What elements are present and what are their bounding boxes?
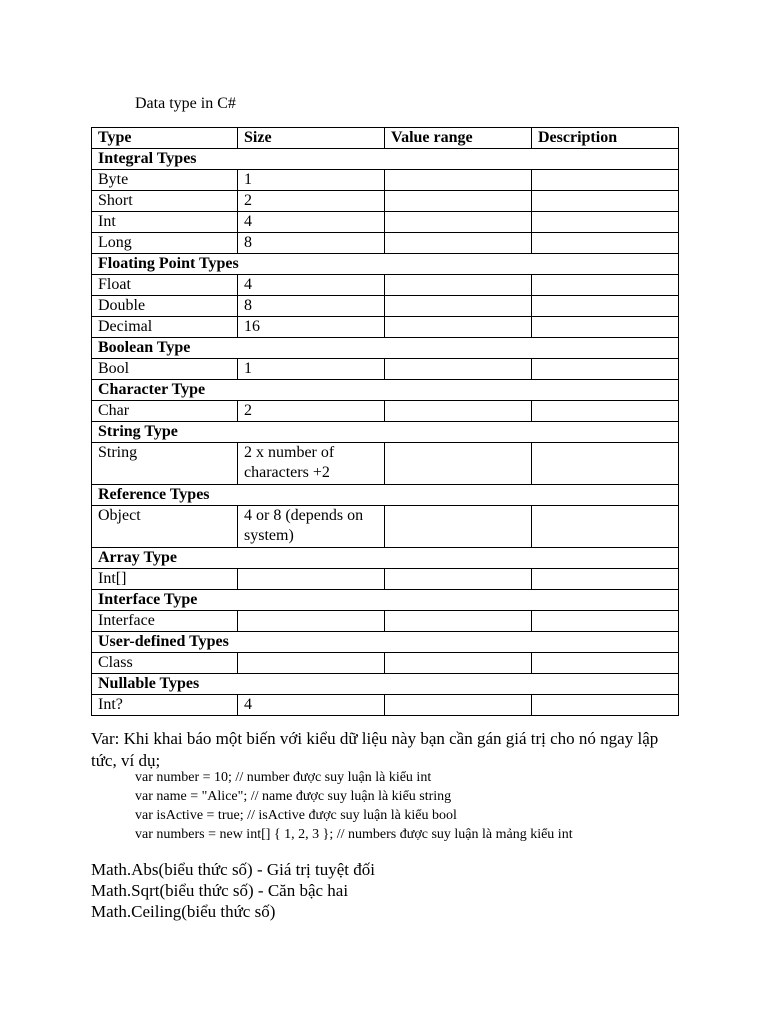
table-cell xyxy=(385,296,532,317)
table-cell xyxy=(238,569,385,590)
section-row xyxy=(92,254,679,275)
header-size: Size xyxy=(238,128,385,149)
section-row xyxy=(92,632,679,653)
table-cell: String xyxy=(92,443,238,485)
document-title: Data type in C# xyxy=(135,95,236,112)
table-cell xyxy=(385,317,532,338)
table-cell: Long xyxy=(92,233,238,254)
table-cell: Float xyxy=(92,275,238,296)
table-cell xyxy=(532,170,679,191)
table-cell: 4 xyxy=(238,212,385,233)
section-heading: Floating Point Types xyxy=(92,254,679,275)
table-cell: 4 xyxy=(238,695,385,716)
table-cell xyxy=(385,275,532,296)
table-cell xyxy=(385,212,532,233)
table-row xyxy=(92,401,679,422)
table-cell: 8 xyxy=(238,296,385,317)
code-line: var name = "Alice"; // name được suy luận là kiểu string xyxy=(135,789,452,804)
section-heading: Reference Types xyxy=(92,485,679,506)
header-type: Type xyxy=(92,128,238,149)
math-line: Math.Ceiling(biểu thức số) xyxy=(91,902,276,921)
table-cell xyxy=(532,569,679,590)
section-row xyxy=(92,674,679,695)
table-cell: Byte xyxy=(92,170,238,191)
section-heading: User-defined Types xyxy=(92,632,679,653)
table-cell: 1 xyxy=(238,170,385,191)
section-heading: Interface Type xyxy=(92,590,679,611)
section-heading: String Type xyxy=(92,422,679,443)
table-row xyxy=(92,317,679,338)
table-row xyxy=(92,212,679,233)
section-heading: Nullable Types xyxy=(92,674,679,695)
table-cell: 8 xyxy=(238,233,385,254)
table-row xyxy=(92,653,679,674)
table-cell: Decimal xyxy=(92,317,238,338)
table-cell xyxy=(532,653,679,674)
table-cell: Int? xyxy=(92,695,238,716)
table-cell: Double xyxy=(92,296,238,317)
table-cell: 2 x number of characters +2 xyxy=(238,443,385,485)
section-heading: Boolean Type xyxy=(92,338,679,359)
table-body xyxy=(92,149,679,716)
table-cell: 1 xyxy=(238,359,385,380)
code-line: var isActive = true; // isActive được suy luận là kiểu bool xyxy=(135,808,457,823)
table-row xyxy=(92,359,679,380)
table-cell xyxy=(385,233,532,254)
table-cell xyxy=(532,401,679,422)
section-row xyxy=(92,548,679,569)
table-cell xyxy=(385,653,532,674)
table-cell xyxy=(532,191,679,212)
table-row xyxy=(92,296,679,317)
table-cell: 2 xyxy=(238,191,385,212)
table-cell xyxy=(532,359,679,380)
table-cell xyxy=(385,359,532,380)
table-row xyxy=(92,170,679,191)
table-cell xyxy=(532,443,679,485)
code-line: var number = 10; // number được suy luận là kiểu int xyxy=(135,770,432,785)
table-cell: Bool xyxy=(92,359,238,380)
var-note: Var: Khi khai báo một biến với kiểu dữ liệu này bạn cần gán giá trị cho nó ngay lập tức, ví dụ; xyxy=(91,729,659,770)
table-cell xyxy=(532,275,679,296)
table-cell xyxy=(385,401,532,422)
section-row xyxy=(92,380,679,401)
table-cell: Int xyxy=(92,212,238,233)
table-cell: Object xyxy=(92,506,238,548)
table-row xyxy=(92,611,679,632)
table-cell: Char xyxy=(92,401,238,422)
table-cell xyxy=(532,695,679,716)
table-cell xyxy=(238,653,385,674)
table-cell xyxy=(385,191,532,212)
table-row xyxy=(92,233,679,254)
table-cell: 4 xyxy=(238,275,385,296)
header-description: Description xyxy=(532,128,679,149)
code-example xyxy=(135,768,573,844)
table-cell xyxy=(238,611,385,632)
section-heading: Character Type xyxy=(92,380,679,401)
section-heading: Integral Types xyxy=(92,149,679,170)
table-row xyxy=(92,443,679,485)
code-line: var numbers = new int[] { 1, 2, 3 }; // numbers được suy luận là mảng kiểu int xyxy=(135,827,573,842)
table-row xyxy=(92,569,679,590)
header-value-range: Value range xyxy=(385,128,532,149)
math-functions xyxy=(91,859,375,922)
table-cell: Class xyxy=(92,653,238,674)
table-cell xyxy=(532,233,679,254)
table-cell: Interface xyxy=(92,611,238,632)
table-cell xyxy=(532,317,679,338)
table-row xyxy=(92,506,679,548)
section-row xyxy=(92,485,679,506)
table-row xyxy=(92,275,679,296)
table-cell: 2 xyxy=(238,401,385,422)
table-row xyxy=(92,191,679,212)
table-cell xyxy=(385,611,532,632)
table-cell xyxy=(385,569,532,590)
table-header-row xyxy=(92,128,679,149)
math-line: Math.Abs(biểu thức số) - Giá trị tuyệt đối xyxy=(91,860,375,879)
data-type-table xyxy=(91,127,679,716)
table-cell xyxy=(385,695,532,716)
table-cell xyxy=(532,296,679,317)
section-row xyxy=(92,338,679,359)
section-heading: Array Type xyxy=(92,548,679,569)
table-cell xyxy=(385,506,532,548)
table-cell xyxy=(532,506,679,548)
table-cell: 4 or 8 (depends on system) xyxy=(238,506,385,548)
table-cell: 16 xyxy=(238,317,385,338)
table-cell xyxy=(532,611,679,632)
math-line: Math.Sqrt(biểu thức số) - Căn bậc hai xyxy=(91,881,349,900)
section-row xyxy=(92,149,679,170)
table-cell: Int[] xyxy=(92,569,238,590)
table-row xyxy=(92,695,679,716)
section-row xyxy=(92,590,679,611)
table-cell xyxy=(532,212,679,233)
table-cell xyxy=(385,443,532,485)
table-cell xyxy=(385,170,532,191)
section-row xyxy=(92,422,679,443)
table-cell: Short xyxy=(92,191,238,212)
